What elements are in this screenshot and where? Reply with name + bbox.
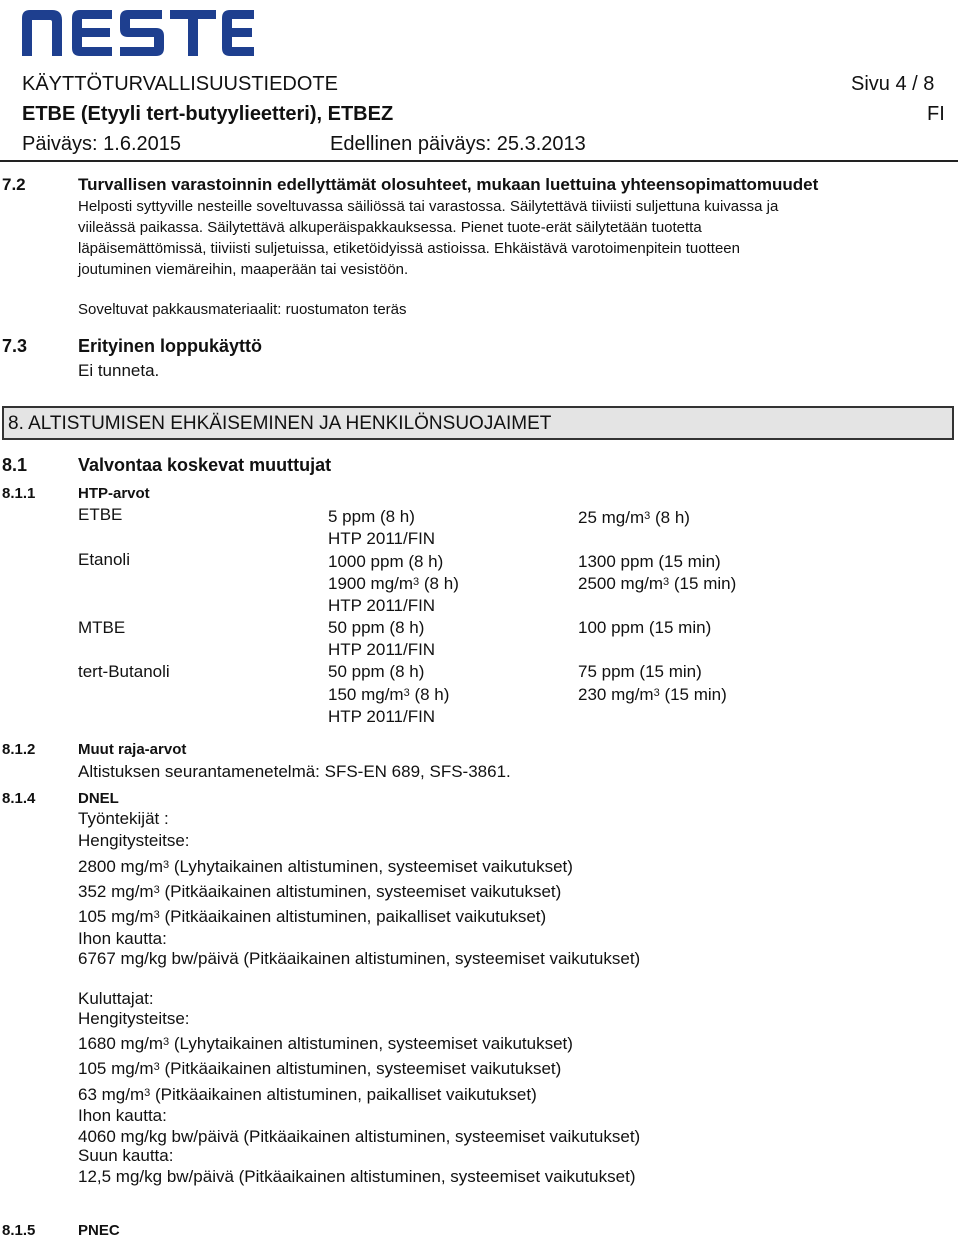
document-title: KÄYTTÖTURVALLISUUSTIEDOTE xyxy=(22,73,338,95)
dnel-value: 352 $mg/m^3$ (Pitkäaikainen altistuminen, systeemiset vaikutukset) xyxy=(78,882,562,901)
htp-substance-etanoli: Etanoli xyxy=(78,550,130,569)
dnel-value: 1680 $mg/m^3$ (Lyhytaikainen altistuminen, systeemiset vaikutukset) xyxy=(78,1034,573,1053)
section-8-1-1-title: HTP-arvot xyxy=(78,485,150,502)
dnel-value: 2800 $mg/m^3$ (Lyhytaikainen altistuminen, systeemiset vaikutukset) xyxy=(78,857,573,876)
section-7-2-title: Turvallisen varastoinnin edellyttämät olosuhteet, mukaan luettuina yhteensopimattomuudet xyxy=(78,175,819,194)
dnel-value: 63 $mg/m^3$ (Pitkäaikainen altistuminen, paikalliset vaikutukset) xyxy=(78,1085,537,1104)
product-name: ETBE (Etyyli tert-butyylieetteri), ETBEZ xyxy=(22,103,394,125)
dnel-consumers-label: Kuluttajat: xyxy=(78,989,154,1008)
page-number: Sivu 4 / 8 xyxy=(851,73,935,95)
htp-value: HTP 2011/FIN xyxy=(328,640,436,659)
section-8-1-number: 8.1 xyxy=(2,455,28,475)
dnel-skin-label: Ihon kautta: xyxy=(78,1106,167,1125)
htp-value: 5 ppm (8 h) xyxy=(328,507,415,526)
dnel-value: 105 $mg/m^3$ (Pitkäaikainen altistuminen, systeemiset vaikutukset) xyxy=(78,1059,562,1078)
dnel-workers-label: Työntekijät : xyxy=(78,809,169,828)
htp-substance-mtbe: MTBE xyxy=(78,618,126,637)
htp-value: HTP 2011/FIN xyxy=(328,707,436,726)
section-8-1-4-number: 8.1.4 xyxy=(2,790,36,807)
htp-value-short: 1300 ppm (15 min) xyxy=(578,552,721,571)
monitoring-method: Altistuksen seurantamenetelmä: SFS-EN 689, SFS-3861. xyxy=(78,762,511,781)
section-7-3-title: Erityinen loppukäyttö xyxy=(78,336,263,356)
htp-value: 1900 $mg/m^3$ (8 h) xyxy=(328,574,459,593)
htp-value-short: 2500 $mg/m^3$ (15 min) xyxy=(578,574,737,593)
htp-substance-etbe: ETBE xyxy=(78,505,123,524)
dnel-value: 6767 mg/kg bw/päivä (Pitkäaikainen altistuminen, systeemiset vaikutukset) xyxy=(78,949,641,968)
dnel-value: 4060 mg/kg bw/päivä (Pitkäaikainen altistuminen, systeemiset vaikutukset) xyxy=(78,1127,641,1146)
section-7-2-text-line: viileässä paikassa. Säilytettävä alkuperäispakkauksessa. Pienet tuote-erät säilytetään tuotetta xyxy=(78,219,702,236)
htp-value: HTP 2011/FIN xyxy=(328,529,436,548)
neste-logo xyxy=(22,10,254,56)
section-8-1-5-title: PNEC xyxy=(78,1222,120,1239)
packaging-materials: Soveltuvat pakkausmateriaalit: ruostumaton teräs xyxy=(78,301,407,318)
htp-substance-tert-butanoli: tert-Butanoli xyxy=(78,662,170,681)
htp-value: 50 ppm (8 h) xyxy=(328,662,425,681)
section-7-2-text-line: läpäisemättömissä, tiiviisti suljetuissa, etiketöidyissä astioissa. Ehkäistävä varotoimenpitein tuotteen xyxy=(78,240,740,257)
dnel-oral-label: Suun kautta: xyxy=(78,1146,174,1165)
previous-date: Edellinen päiväys: 25.3.2013 xyxy=(330,133,586,155)
section-7-3-number: 7.3 xyxy=(2,336,28,356)
section-8-1-4-title: DNEL xyxy=(78,790,119,807)
issue-date: Päiväys: 1.6.2015 xyxy=(22,133,181,155)
section-8-1-1-number: 8.1.1 xyxy=(2,485,36,502)
header-divider xyxy=(0,160,958,162)
section-7-2-text-line: joutuminen viemäreihin, maaperään tai vesistöön. xyxy=(78,261,409,278)
htp-value: 150 $mg/m^3$ (8 h) xyxy=(328,685,450,704)
section-8-1-title: Valvontaa koskevat muuttujat xyxy=(78,455,332,475)
dnel-value: 105 $mg/m^3$ (Pitkäaikainen altistuminen, paikalliset vaikutukset) xyxy=(78,907,547,926)
dnel-value: 12,5 mg/kg bw/päivä (Pitkäaikainen altistuminen, systeemiset vaikutukset) xyxy=(78,1167,636,1186)
section-7-2-text-line: Helposti syttyville nesteille soveltuvassa säiliössä tai varastossa. Säilytettävä tiiviisti suljettuna kuivassa ja xyxy=(78,198,779,215)
htp-value: HTP 2011/FIN xyxy=(328,596,436,615)
htp-value-short: 75 ppm (15 min) xyxy=(578,662,702,681)
htp-value-short: 230 $mg/m^3$ (15 min) xyxy=(578,685,727,704)
htp-value: 50 ppm (8 h) xyxy=(328,618,425,637)
htp-value-short: 100 ppm (15 min) xyxy=(578,618,712,637)
section-8-title: 8. ALTISTUMISEN EHKÄISEMINEN JA HENKILÖNSUOJAIMET xyxy=(8,413,552,434)
section-7-3-text: Ei tunneta. xyxy=(78,361,160,380)
language-code: FI xyxy=(927,103,945,125)
section-8-header xyxy=(2,406,954,440)
dnel-inhalation-label: Hengitysteitse: xyxy=(78,831,190,850)
section-8-1-2-title: Muut raja-arvot xyxy=(78,741,187,758)
section-8-1-5-number: 8.1.5 xyxy=(2,1222,36,1239)
section-8-1-2-number: 8.1.2 xyxy=(2,741,36,758)
htp-value: 1000 ppm (8 h) xyxy=(328,552,444,571)
section-7-2-number: 7.2 xyxy=(2,175,26,194)
htp-value-short: 25 $mg/m^3$ (8 h) xyxy=(578,508,690,527)
dnel-skin-label: Ihon kautta: xyxy=(78,929,167,948)
dnel-inhalation-label: Hengitysteitse: xyxy=(78,1009,190,1028)
